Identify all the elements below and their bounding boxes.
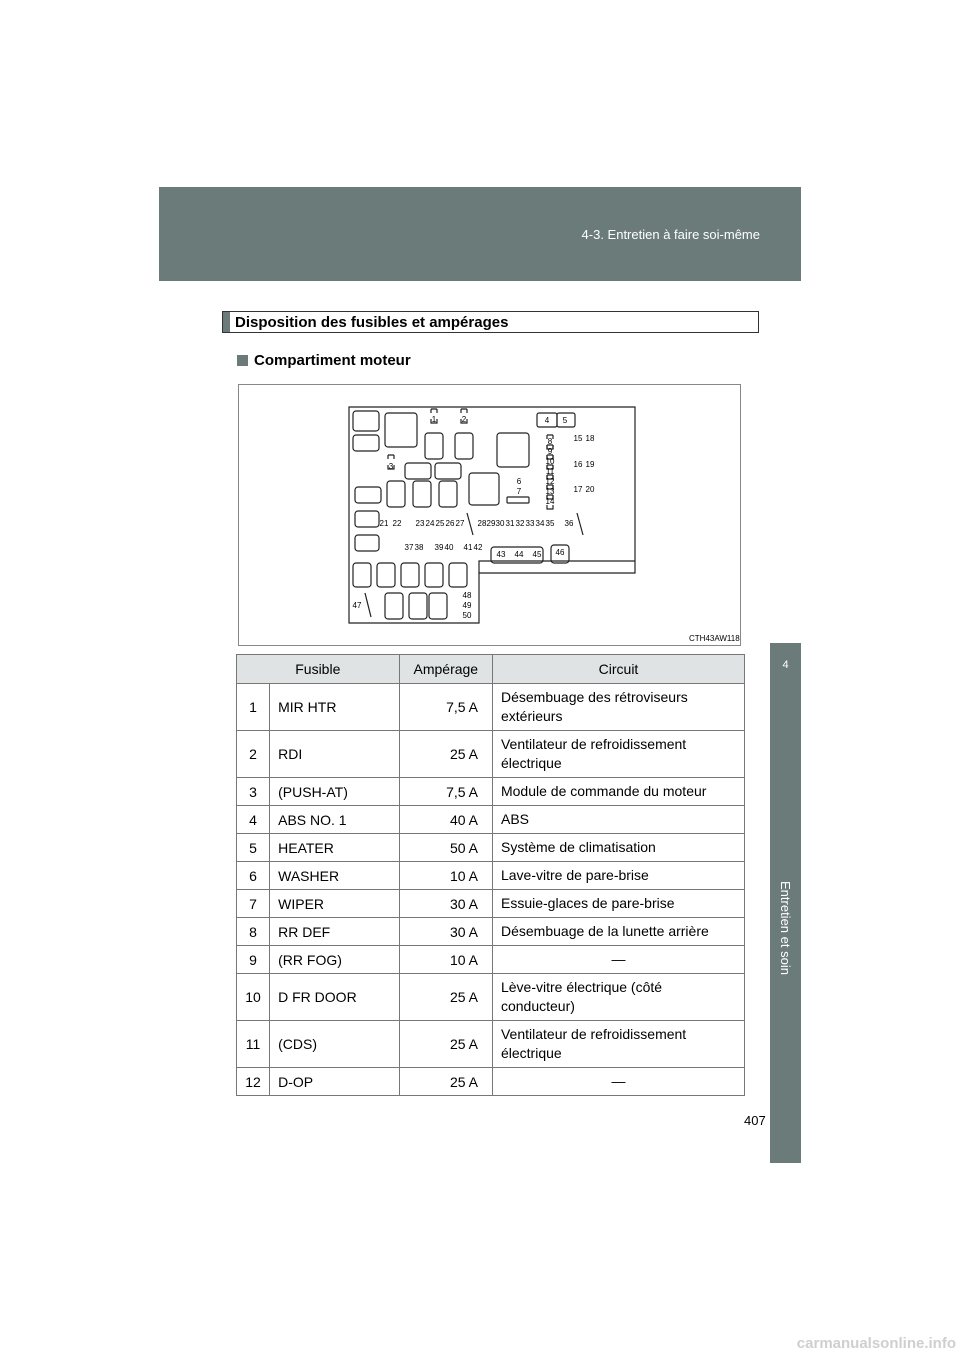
cell-fuse-name: D-OP <box>270 1068 400 1096</box>
cell-fuse-number: 6 <box>237 862 270 890</box>
section-heading: Disposition des fusibles et ampérages <box>235 314 509 331</box>
watermark: carmanualsonline.info <box>796 1335 956 1352</box>
fuse-label: 17 <box>573 485 583 494</box>
fuse-label: 40 <box>444 543 454 552</box>
cell-circuit: Ventilateur de refroidissement électrique <box>492 731 744 778</box>
fuse-label: 50 <box>462 611 472 620</box>
chapter-number-tab <box>770 643 801 693</box>
cell-fuse-number: 8 <box>237 918 270 946</box>
cell-fuse-name: ABS NO. 1 <box>270 806 400 834</box>
cell-amperage: 25 A <box>399 1021 492 1068</box>
fuse-label: 38 <box>414 543 424 552</box>
chapter-header-band <box>159 187 801 281</box>
relay <box>469 473 499 505</box>
cell-amperage: 25 A <box>399 1068 492 1096</box>
cell-fuse-name: (CDS) <box>270 1021 400 1068</box>
fuse-label: 12 <box>545 477 555 486</box>
fuse-label: 43 <box>496 550 506 559</box>
fuse-label: 31 <box>505 519 515 528</box>
cell-fuse-name: WIPER <box>270 890 400 918</box>
fuse-label: 30 <box>495 519 505 528</box>
fuse-label: 49 <box>462 601 472 610</box>
cell-circuit: Désembuage des rétroviseurs extérieurs <box>492 684 744 731</box>
fuse-label: 37 <box>404 543 414 552</box>
cell-amperage: 50 A <box>399 834 492 862</box>
table-row <box>237 890 745 918</box>
cell-fuse-name: D FR DOOR <box>270 974 400 1021</box>
fuse-label: 10 <box>545 457 555 466</box>
fuse-label: 47 <box>352 601 362 610</box>
relay <box>355 535 379 551</box>
cell-fuse-name: (RR FOG) <box>270 946 400 974</box>
relay <box>405 463 431 479</box>
cell-fuse-name: HEATER <box>270 834 400 862</box>
table-row <box>237 946 745 974</box>
relay <box>425 563 443 587</box>
table-row <box>237 806 745 834</box>
cell-fuse-name: (PUSH-AT) <box>270 778 400 806</box>
cell-circuit: Ventilateur de refroidissement électrique <box>492 1021 744 1068</box>
cell-amperage: 40 A <box>399 806 492 834</box>
table-header-row <box>237 655 745 684</box>
relay <box>429 593 447 619</box>
cell-circuit: Lave-vitre de pare-brise <box>492 862 744 890</box>
relay <box>413 481 431 507</box>
fuse-label: 13 <box>545 487 555 496</box>
cell-fuse-number: 3 <box>237 778 270 806</box>
fuse-label: 23 <box>415 519 425 528</box>
table-row <box>237 731 745 778</box>
relay <box>355 511 379 527</box>
table-row <box>237 1068 745 1096</box>
section-heading-bar <box>223 312 230 332</box>
fuse-label: 11 <box>545 467 555 476</box>
fuse-label: 6 <box>516 477 522 486</box>
fuse-label: 41 <box>463 543 473 552</box>
relay <box>449 563 467 587</box>
square-bullet-icon <box>237 355 248 366</box>
fuse-label: 42 <box>473 543 483 552</box>
cell-amperage: 10 A <box>399 946 492 974</box>
fuse-label: 21 <box>379 519 389 528</box>
table-row <box>237 1021 745 1068</box>
table-row <box>237 974 745 1021</box>
table-row <box>237 834 745 862</box>
fuse-label: 46 <box>555 548 565 557</box>
cell-circuit: Lève-vitre électrique (côté conducteur) <box>492 974 744 1021</box>
fuse-box-diagram-frame <box>238 384 741 646</box>
chapter-section-title: 4-3. Entretien à faire soi-même <box>581 227 760 242</box>
section-heading-box <box>222 311 759 333</box>
cell-amperage: 7,5 A <box>399 684 492 731</box>
fuse-label: 22 <box>392 519 402 528</box>
fuse-label: 48 <box>462 591 472 600</box>
cell-amperage: 30 A <box>399 890 492 918</box>
fuse-label: 27 <box>455 519 465 528</box>
table-row <box>237 778 745 806</box>
fuse-label: 28 <box>477 519 487 528</box>
cell-amperage: 25 A <box>399 974 492 1021</box>
cell-fuse-name: MIR HTR <box>270 684 400 731</box>
fuse-label: 2 <box>461 415 467 424</box>
cell-amperage: 7,5 A <box>399 778 492 806</box>
cell-circuit: ABS <box>492 806 744 834</box>
relay <box>435 463 461 479</box>
fuse-label: 3 <box>388 462 394 471</box>
cell-fuse-number: 9 <box>237 946 270 974</box>
fuse-label: 9 <box>547 447 553 456</box>
relay <box>425 433 443 459</box>
chapter-side-strip <box>770 693 801 1163</box>
diagram-code: CTH43AW118 <box>689 634 740 643</box>
fuse-box-diagram <box>239 385 740 645</box>
cell-fuse-name: WASHER <box>270 862 400 890</box>
cell-fuse-number: 5 <box>237 834 270 862</box>
fuse-block <box>507 497 529 503</box>
fuse-divider <box>365 593 371 617</box>
fuse-label: 26 <box>445 519 455 528</box>
fuse-label: 36 <box>564 519 574 528</box>
cell-fuse-number: 1 <box>237 684 270 731</box>
fuse-label: 18 <box>585 434 595 443</box>
fuse-label: 20 <box>585 485 595 494</box>
relay <box>353 563 371 587</box>
cell-fuse-number: 4 <box>237 806 270 834</box>
chapter-number: 4 <box>782 659 789 671</box>
cell-fuse-number: 7 <box>237 890 270 918</box>
header-circuit: Circuit <box>492 655 744 684</box>
cell-amperage: 10 A <box>399 862 492 890</box>
cell-circuit: Essuie-glaces de pare-brise <box>492 890 744 918</box>
relay <box>385 593 403 619</box>
cell-fuse-number: 11 <box>237 1021 270 1068</box>
fuse-label: 35 <box>545 519 555 528</box>
fuse-label: 19 <box>585 460 595 469</box>
relay <box>409 593 427 619</box>
fuse-label: 15 <box>573 434 583 443</box>
relay <box>353 411 379 431</box>
relay <box>355 487 381 503</box>
fuse-label: 4 <box>544 416 550 425</box>
fuse-label: 16 <box>573 460 583 469</box>
relay <box>387 481 405 507</box>
page-number: 407 <box>744 1113 766 1128</box>
relay <box>385 413 417 447</box>
relay <box>439 481 457 507</box>
fuse-label: 7 <box>516 487 522 496</box>
table-row <box>237 918 745 946</box>
chapter-side-label: Entretien et soin <box>778 881 793 975</box>
fuse-label: 24 <box>425 519 435 528</box>
cell-fuse-name: RR DEF <box>270 918 400 946</box>
fuse-label: 34 <box>535 519 545 528</box>
fuse-label: 44 <box>514 550 524 559</box>
relay <box>497 433 529 467</box>
cell-circuit: — <box>492 946 744 974</box>
cell-circuit: Désembuage de la lunette arrière <box>492 918 744 946</box>
header-amperage: Ampérage <box>399 655 492 684</box>
table-row <box>237 684 745 731</box>
fuse-label: 1 <box>431 415 437 424</box>
cell-amperage: 30 A <box>399 918 492 946</box>
cell-fuse-name: RDI <box>270 731 400 778</box>
fuse-label: 29 <box>486 519 496 528</box>
relay <box>353 435 379 451</box>
cell-circuit: Module de commande du moteur <box>492 778 744 806</box>
cell-circuit: — <box>492 1068 744 1096</box>
cell-amperage: 25 A <box>399 731 492 778</box>
fuse-label: 39 <box>434 543 444 552</box>
fuse-label: 14 <box>545 497 555 506</box>
cell-fuse-number: 2 <box>237 731 270 778</box>
relay <box>401 563 419 587</box>
fuse-label: 45 <box>532 550 542 559</box>
fuse-label: 25 <box>435 519 445 528</box>
table-row <box>237 862 745 890</box>
relay <box>455 433 473 459</box>
fuse-label: 5 <box>562 416 568 425</box>
fuse-label: 33 <box>525 519 535 528</box>
subsection-heading <box>237 352 411 369</box>
cell-fuse-number: 12 <box>237 1068 270 1096</box>
fuse-table <box>236 654 745 1096</box>
relay <box>377 563 395 587</box>
fuse-label: 8 <box>547 437 553 446</box>
cell-fuse-number: 10 <box>237 974 270 1021</box>
subsection-heading-text: Compartiment moteur <box>254 352 411 369</box>
fuse-label: 32 <box>515 519 525 528</box>
header-fuse: Fusible <box>237 655 400 684</box>
cell-circuit: Système de climatisation <box>492 834 744 862</box>
